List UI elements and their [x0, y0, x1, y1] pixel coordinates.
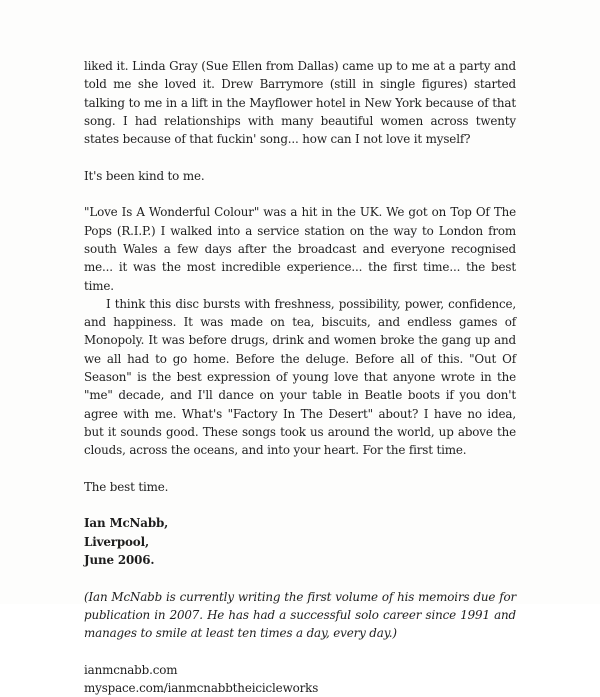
paragraph-best-time: The best time.	[84, 479, 169, 494]
author-note: (Ian McNabb is currently writing the first volume of his memoirs due for publication in 2007. He has had a successful solo career since 1991 and manages to smile at least ten times a day, every day.)	[84, 589, 516, 641]
links-block	[84, 661, 516, 697]
myspace-link[interactable]: myspace.com/ianmcnabbtheicicleworks	[84, 681, 319, 696]
paragraph-hit: "Love Is A Wonderful Colour" was a hit in the UK. We got on Top Of The Pops (R.I.P.) I walked into a service station on the way to London from south Wales a few days after the broadcast and everyone recognised me... it was the most incredible experience... the first time... the best time.	[84, 205, 516, 293]
paragraph-disc: I think this disc bursts with freshness, possibility, power, confidence, and happiness. It was made on tea, biscuits, and endless games of Monopoly. It was before drugs, drink and women broke the gang up and we all had to go home. Before the deluge. Before all of this. "Out Of Season" is the best expression of young love that anyone wrote in the "me" decade, and I'll dance on your table in Beatle boots if you don't agree with me. What's "Factory In The Desert" about? I have no idea, but it sounds good. These songs took us around the world, up above the clouds, across the oceans, and into your heart. For the first time.	[84, 296, 516, 458]
liner-notes-text	[84, 57, 516, 697]
signature-name: Ian McNabb,	[84, 516, 169, 531]
signature-date: June 2006.	[84, 553, 155, 568]
paragraph-kind: It's been kind to me.	[84, 168, 205, 183]
signature-block	[84, 514, 516, 569]
paragraph-opening: liked it. Linda Gray (Sue Ellen from Dallas) came up to me at a party and told me she loved it. Drew Barrymore (still in single figures) started talking to me in a lift in the Mayflower hotel in New York because of that song. I had relationships with many beautiful women across twenty states because of that fuckin' song... how can I not love it myself?	[84, 59, 516, 147]
signature-city: Liverpool,	[84, 534, 149, 549]
website-link[interactable]: ianmcnabb.com	[84, 662, 178, 677]
